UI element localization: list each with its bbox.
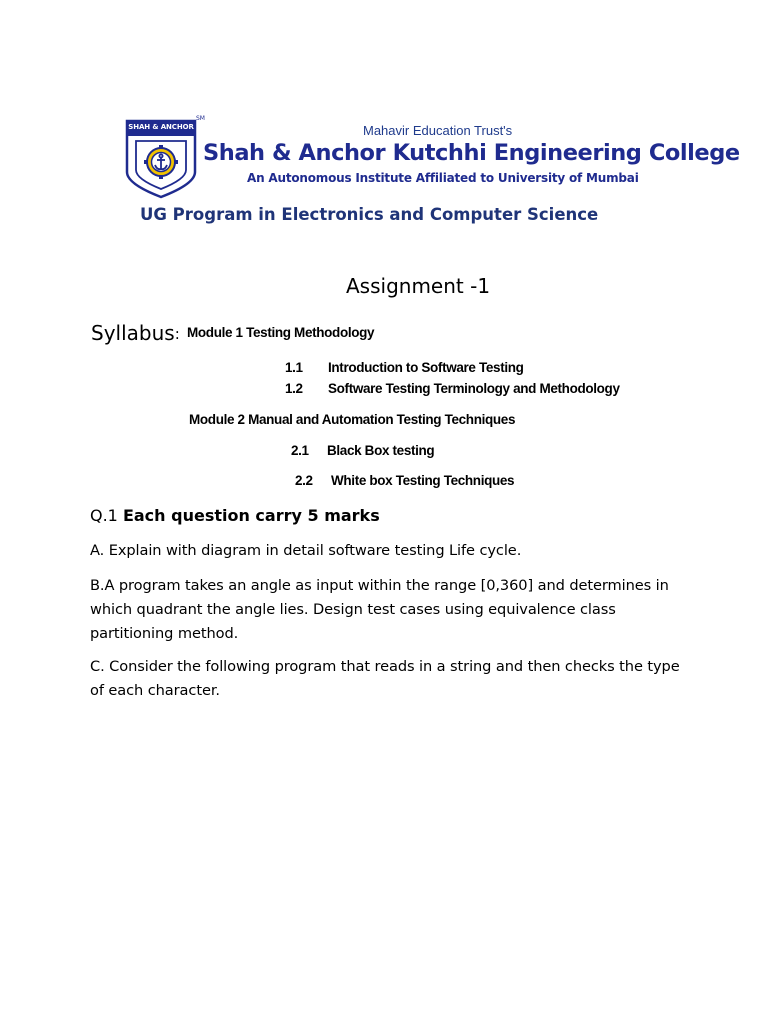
topic-2-2-text: White box Testing Techniques: [331, 473, 515, 488]
module-1-title: Module 1 Testing Methodology: [187, 325, 375, 340]
question-b-line: B.A program takes an angle as input within the range [0,360] and determines in: [90, 577, 669, 594]
syllabus-label: [91, 321, 180, 345]
trust-name: Mahavir Education Trust's: [363, 123, 513, 138]
topic-1-1-number: 1.1: [285, 360, 303, 375]
program-title: UG Program in Electronics and Computer Science: [140, 205, 599, 224]
college-name: Shah & Anchor Kutchhi Engineering College: [203, 140, 740, 166]
question-a: A. Explain with diagram in detail software testing Life cycle.: [90, 542, 522, 559]
college-logo: [124, 115, 205, 200]
module-2-title: Module 2 Manual and Automation Testing Techniques: [189, 412, 516, 427]
question-1-number: Q.1: [90, 506, 118, 525]
topic-2-1-text: Black Box testing: [327, 443, 435, 458]
topic-1-2-number: 1.2: [285, 381, 303, 396]
question-b-line: which quadrant the angle lies. Design test cases using equivalence class: [90, 601, 616, 618]
question-1-instruction: Each question carry 5 marks: [122, 506, 380, 525]
assignment-title: Assignment -1: [346, 274, 491, 298]
question-c-line: C. Consider the following program that reads in a string and then checks the type: [90, 658, 680, 675]
topic-1-2-text: Software Testing Terminology and Methodology: [328, 381, 620, 396]
question-c-line: of each character.: [90, 682, 220, 699]
syllabus-label-text: Syllabus: [91, 321, 175, 345]
question-b: [90, 574, 690, 646]
question-b-line: partitioning method.: [90, 625, 239, 642]
logo-text: SHAH & ANCHOR: [128, 123, 194, 131]
topic-2-1-number: 2.1: [291, 443, 309, 458]
logo-mark: SM: [196, 115, 205, 122]
topic-1-1-text: Introduction to Software Testing: [328, 360, 524, 375]
question-c: [90, 655, 690, 703]
question-1-heading: [90, 506, 380, 525]
topic-2-2-number: 2.2: [295, 473, 313, 488]
syllabus-colon: :: [174, 325, 180, 343]
affiliation: An Autonomous Institute Affiliated to University of Mumbai: [247, 171, 639, 185]
